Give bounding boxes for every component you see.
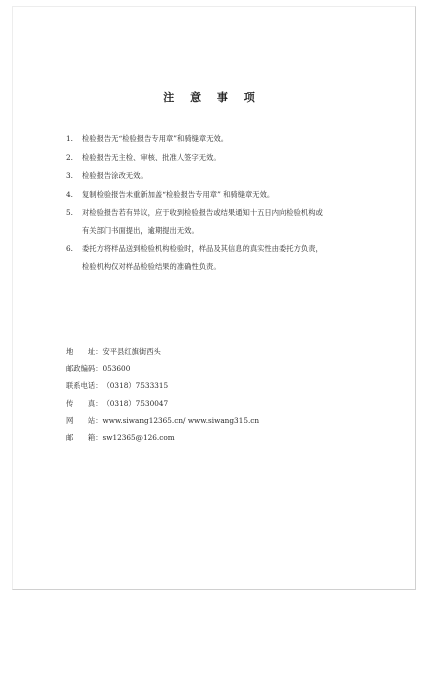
contact-label: 传 真 [66, 398, 96, 408]
note-text: 检验报告无主检、审核、批准人签字无效。 [82, 152, 221, 162]
note-text: 委托方将样品送到检验机构检验时，样品及其信息的真实性由委托方负责， [82, 244, 323, 253]
colon: ： [95, 398, 103, 408]
colon: ： [95, 433, 103, 443]
website-link[interactable]: www.siwang12365.cn/ www.siwang315.cn [102, 415, 260, 425]
note-text: 检验机构仅对样品检验结果的准确性负责。 [82, 261, 221, 271]
notes-list [66, 130, 366, 275]
contact-label: 邮 箱 [66, 433, 96, 443]
colon: ： [95, 381, 103, 391]
contact-address [66, 343, 259, 360]
contact-postcode [66, 360, 259, 377]
contact-website [66, 412, 259, 429]
note-text: 检验报告涂改无效。 [82, 171, 148, 180]
contact-email [66, 429, 259, 446]
colon: ： [95, 415, 103, 425]
note-text: 对检验报告若有异议，应于收到检验报告或结果通知十五日内向检验机构或 [82, 208, 323, 217]
note-item-1 [66, 130, 366, 148]
note-item-3 [66, 167, 366, 185]
note-number: 5. [66, 208, 73, 217]
note-number: 2. [66, 152, 73, 162]
contact-info [66, 343, 259, 446]
contact-label: 联系电话 [66, 381, 96, 391]
note-text: 复制检验报告未重新加盖“检验报告专用章” 和骑缝章无效。 [82, 189, 275, 199]
contact-label: 网 站 [66, 415, 96, 425]
contact-value: 安平县红旗街西头 [102, 347, 161, 356]
email-link[interactable]: sw12365@126.com [102, 433, 175, 443]
note-number: 1. [66, 134, 73, 143]
contact-label: 地 址 [66, 347, 96, 356]
contact-value: （0318）7533315 [102, 381, 169, 391]
note-item-5 [66, 204, 366, 239]
note-text: 检验报告无“检验报告专用章”和骑缝章无效。 [82, 134, 229, 143]
note-number: 4. [66, 189, 73, 199]
contact-phone [66, 377, 259, 394]
contact-label: 邮政编码 [66, 364, 96, 374]
note-item-4 [66, 186, 366, 204]
contact-value: 053600 [102, 364, 131, 374]
note-text: 有关部门书面提出，逾期提出无效。 [82, 225, 199, 235]
contact-value: （0318）7530047 [102, 398, 169, 408]
note-number: 6. [66, 244, 73, 253]
note-item-6 [66, 240, 366, 275]
contact-fax [66, 395, 259, 412]
colon: ： [95, 364, 103, 374]
colon: ： [95, 347, 103, 356]
page-title: 注 意 事 项 [163, 91, 261, 104]
note-item-2 [66, 149, 366, 167]
note-number: 3. [66, 171, 73, 180]
